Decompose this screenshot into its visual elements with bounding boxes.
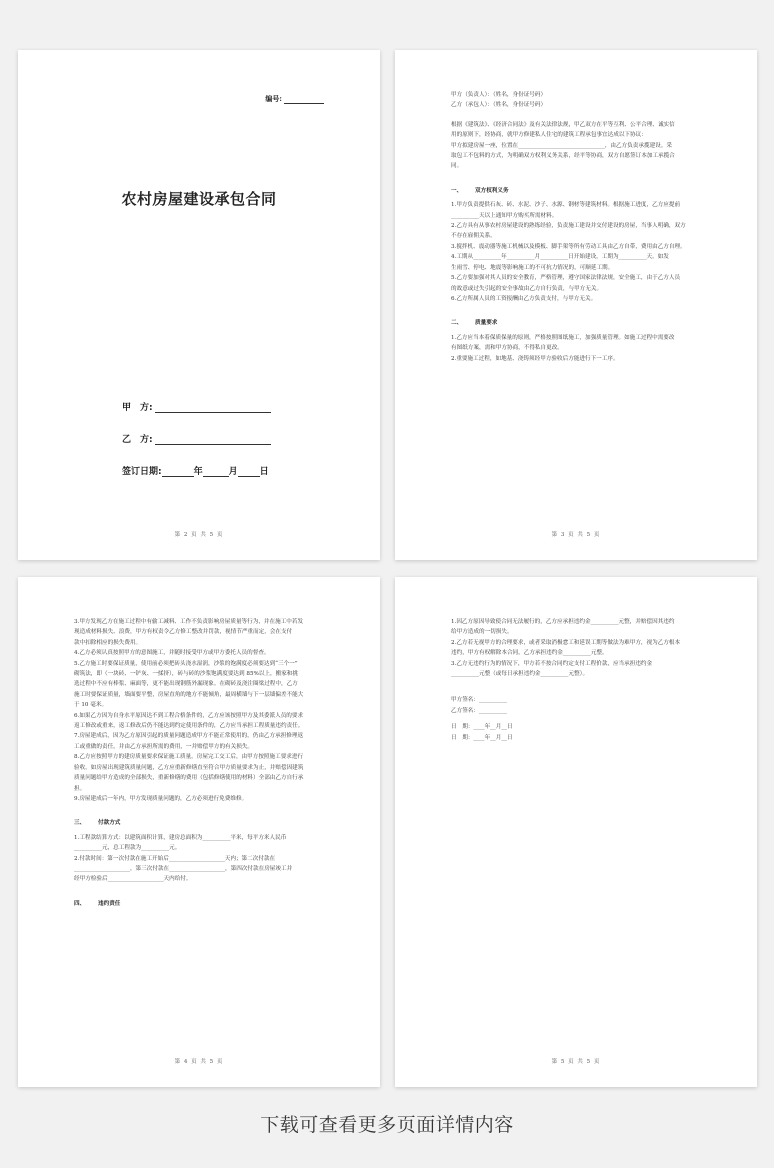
clause-line: 5.乙方要加强对其人员的安全教育，严格管理，遵守国家法律法规，安全施工，由于乙方人员 [451,275,681,282]
clause-line: 验收。如房屋出现建筑质量问题，乙方应重新修缮直至符合甲方质量要求为止，并赔偿因建筑 [74,764,304,771]
clause-line: 8.乙方应按照甲方的建房质量要求保证施工质量。房屋完工交工后，由甲方按照施工要求进行 [74,754,304,761]
party-a-date: 日 期：____年__月__日 [451,724,513,731]
clause-line: 给甲方造成的一切损失。 [451,629,513,636]
clause-line: 有图纸方案，需和甲方协商，不得私自更改。 [451,345,563,352]
clause-line: 1.乙方应当本着保质保量的原则，严格按照图纸施工，加强质量管理。如施工过程中需要改 [451,334,675,341]
year-label: 年 [193,467,203,477]
party-b-blank [155,435,271,445]
download-caption: 下载可查看更多页面详情内容 [260,1114,514,1136]
party-a-signature: 甲方签名：__________ [451,697,507,704]
clause-line: 5.乙方施工时要保证质量，使用前必须把砖头浇水湿润，沙浆的饱满度必须要达到“三个一” [74,660,298,667]
clause-line: 不存在雇佣关系。 [451,233,496,240]
page-footer: 第 3 页 共 5 页 [551,532,601,538]
party-a-blank [155,403,271,413]
page-footer: 第 4 页 共 5 页 [174,1059,224,1065]
section-heading-liability: 四、 违约责任 [74,900,121,907]
party-a-label: 甲 方: [122,403,153,413]
section-heading-payment: 三、 付款方式 [74,820,121,827]
clause-line: 款中扣除相应的损失费用。 [74,639,142,646]
clause-line: 9.房屋建成后一年内，甲方发现质量问题的，乙方必须进行免费维修。 [74,795,248,802]
clause-line: 2.乙方具有从事农村房屋建设的熟练经验，负责施工建设并交付建设的房屋，当事人明确，双方 [451,223,686,230]
clause-line: 2.乙方若无视甲方的合理要求，或者采取消极怠工和延误工期等做法为难甲方，视为乙方根本 [451,639,681,646]
intro-line: 根据《建筑法》、《经济合同法》及有关法律法规，甲乙双方在平等互利、公平合理、诚实信 [451,121,675,128]
clause-line: 1.甲方负责提供石灰、砖、水泥、沙子、水源、钢材等建筑材料。根据施工进度，乙方应提前 [451,202,681,209]
intro-line: 取包工不包料的方式，为明确双方权利义务关系，经平等协商，双方自愿签订本加工承揽合 [451,153,675,160]
clause-line: 的故意或过失引起的安全事故由乙方自行负责，与甲方无关。 [451,285,603,292]
page-body [451,90,701,364]
party-b-date: 日 期：____年__月__日 [451,734,513,741]
party-b-signature: 乙方签名：__________ [451,707,507,714]
intro-line: 甲方拟建房屋一座，位置在_______________________________，由乙方负责承揽建设。采 [451,142,672,149]
clause-line: 2.付款时间：第一次付款在施工开始后____________________天内；第二次付款在 [74,855,276,862]
clause-line: 工或重做的责任，并由乙方承担所需的费用，一并赔偿甲方的有关损失。 [74,743,254,750]
intro-line: 同。 [451,163,463,170]
clause-line: 3.乙方无违约行为的情况下，甲方若不按合同约定支付工程价款，应当承担违约金 [451,660,653,667]
clause-line: 4.工期从__________年__________月__________日开始建设，工期为__________天。如发 [451,254,669,261]
clause-line: 担。 [74,785,86,792]
cover-page [18,50,380,560]
contract-page-3 [18,577,380,1087]
clause-line: 生雨雪、停电、地震等影响施工的不可抗力情况的，可顺延工期。 [451,264,614,271]
clause-line: 1.因乙方原因导致使合同无法履行的，乙方应承担违约金__________元整，并赔偿因其违约 [451,619,675,625]
clause-line: 砌筑法，即（一块砖、一铲灰、一揉挤），砖与砖的沙浆饱满度要达到 85%以上，搬家和挑 [74,671,298,678]
party-b-label: 乙 方: [122,435,153,445]
clause-line: 6.如果乙方因为自身水平原因达不到工程合格条件的，乙方应该按照甲方及其委派人员的要求 [74,712,304,719]
clause-line: ____________________，第三次付款在____________________，第四次付款在房屋竣工并 [74,865,293,872]
page-body [74,617,324,909]
party-info-line: 甲方（负责人）：（姓名，身份证号码） [451,92,547,98]
serial-label: 编号: [265,94,282,103]
clause-line: 选过程中不应有棒浆、麻面等，更不能出现钢筋外漏现象。在砌砖及浇注圈梁过程中，乙方 [74,681,298,688]
clause-line: 经甲方检验后____________________天内给付。 [74,876,192,883]
clause-line: __________天以上通知甲方购买所需材料。 [451,212,558,219]
clause-line: 返工修改或重来，返工修改后仍不能达到约定使用条件的，乙方应当承担工程质量违约责任。 [74,723,304,730]
clause-line: __________元，总工程款为__________元。 [74,845,181,852]
page-footer: 第 2 页 共 5 页 [174,532,224,538]
clause-line: 2.重要施工过程，如地基、浇铸须经甲方验收后方能进行下一工序。 [451,355,619,362]
page-footer: 第 5 页 共 5 页 [551,1059,601,1065]
sign-date-field [122,464,269,477]
contract-page-5 [395,577,757,1087]
clause-line: 现造成材料损失、浪费，甲方有权责令乙方修工整改并罚款，视情节严重而定，会在支付 [74,629,293,636]
clause-line: 施工时要保证质量，墙面要平整，房屋直角的地方不能倾角，最周横墙与下一层墙偏差不能大 [74,691,304,698]
clause-line: 3.搅拌机、震动器等施工机械以及模板、脚手架等所有劳动工具由乙方自带，费用由乙方自理。 [451,243,686,250]
section-heading-quality: 二、 质量要求 [451,320,498,327]
clause-line: 违约，甲方有权解除本合同，乙方承担违约金__________元整。 [451,650,608,657]
contract-title: 农村房屋建设承包合同 [121,190,277,208]
clause-line: 4.乙方必须认真按照甲方的意图施工，并随时接受甲方或甲方委托人员的督查。 [74,650,270,657]
signature-row [451,695,701,716]
page-body [451,617,701,743]
intro-line: 用的原则下，经协商，就甲方修建私人住宅的建筑工程承包事宜达成以下协议： [451,132,647,139]
clause-line: 7.房屋建成后，因为乙方原因引起的质量问题造成甲方不能正常使用的，仍由乙方承担修理返 [74,733,304,740]
serial-blank [284,96,324,104]
party-a-field [122,400,271,413]
clause-line: 6.乙方所属人员的工资报酬由乙方负责支付，与甲方无关。 [451,295,597,302]
section-heading-rights: 一、 双方权利义务 [451,187,509,194]
day-label: 日 [259,467,269,477]
party-b-field [122,432,271,445]
clause-line: 质量问题给甲方造成的全部损失，重新修缮的费用（包括修缮使用的材料）全部由乙方自行承 [74,775,304,782]
contract-page-2 [395,50,757,560]
clause-line: 1.工程款结算方式：以建筑面积计算，建房总面积为__________平米，每平方米人民币 [74,834,287,841]
serial-number-field [265,94,324,104]
clause-line: 于 10 毫米。 [74,702,108,709]
month-label: 月 [228,467,238,477]
clause-line: __________元整（或每日承担违约金__________元整）。 [451,671,589,678]
sign-date-label: 签订日期: [122,467,162,477]
clause-line: 3.甲方发现乙方在施工过程中有偷工减料、工作不负责影响房屋质量等行为，并在施工中若发 [74,619,304,625]
date-row [451,722,701,743]
party-info-line: 乙方（承包人）：（姓名，身份证号码） [451,102,547,109]
